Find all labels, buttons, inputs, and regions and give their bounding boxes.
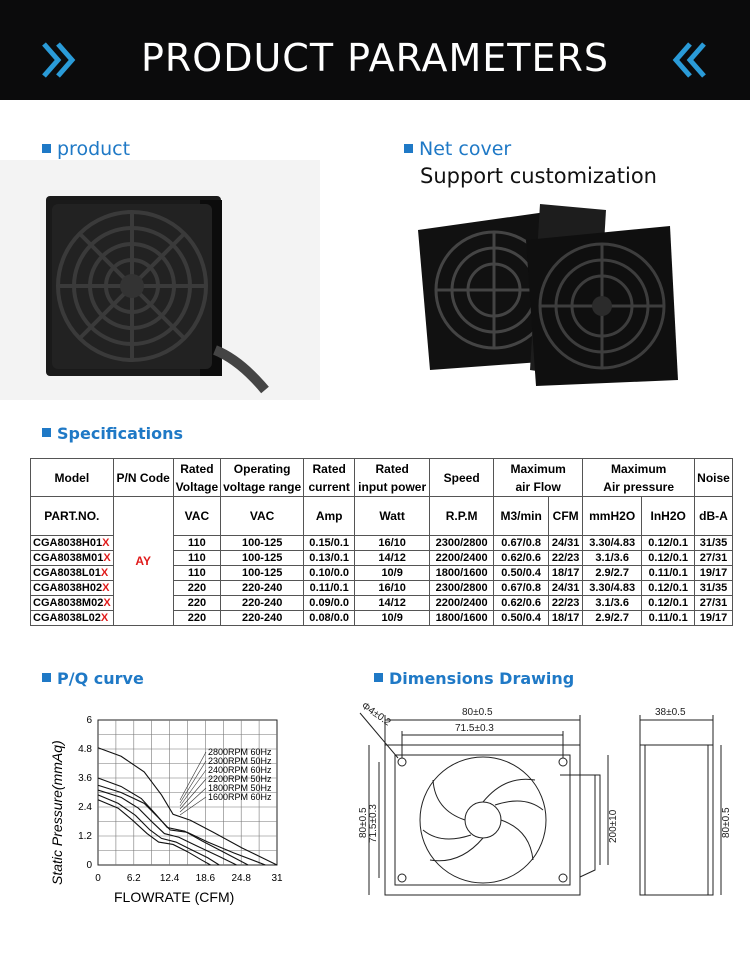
unit-dba: dB-A <box>695 497 733 536</box>
unit-watt: Watt <box>355 497 430 536</box>
unit-rpm: R.P.M <box>430 497 494 536</box>
pq-chart <box>40 700 310 920</box>
chevron-left-icon <box>668 40 708 80</box>
header-operating-voltage: Operating voltage range <box>221 459 304 497</box>
table-row: CGA8038L01X 110 100-125 0.10/0.0 10/9 1800/1600 0.50/0.4 18/17 2.9/2.7 0.11/0.1 19/17 <box>31 566 733 581</box>
dim-depth: 38±0.5 <box>655 707 686 718</box>
unit-mmh2o: mmH2O <box>583 497 642 536</box>
header-pressure: Maximum Air pressure <box>583 459 695 497</box>
dim-side-height: 80±0.5 <box>721 807 732 838</box>
unit-vac: VAC <box>173 497 220 536</box>
pn-code-cell <box>113 497 173 626</box>
y-tick-label: 6 <box>86 715 92 726</box>
header-airflow: Maximum air Flow <box>494 459 583 497</box>
x-tick-label: 31 <box>271 873 283 884</box>
y-tick-label: 0 <box>86 860 92 871</box>
dimensions-drawing <box>355 695 740 915</box>
product-fan-image <box>0 160 320 400</box>
section-title-specifications <box>42 424 183 443</box>
dim-height-spacing: 71.5±0.3 <box>368 804 379 843</box>
y-tick-label: 3.6 <box>78 773 92 784</box>
legend-entry: 2800RPM 60Hz <box>208 747 272 757</box>
section-title-dimensions <box>374 669 574 688</box>
product-label: product <box>57 138 131 160</box>
unit-vac-range: VAC <box>221 497 304 536</box>
unit-m3: M3/min <box>494 497 549 536</box>
x-tick-label: 18.6 <box>195 873 216 884</box>
legend-entry: 2200RPM 50Hz <box>208 774 272 784</box>
dimensions-label: Dimensions Drawing <box>389 669 575 688</box>
page-title: PRODUCT PARAMETERS <box>140 36 609 80</box>
header-rated-power: Rated input power <box>355 459 430 497</box>
pn-code-value: AY <box>135 554 151 568</box>
legend-leader <box>180 779 206 809</box>
series-line <box>98 800 211 865</box>
legend-entry: 1600RPM 60Hz <box>208 792 272 802</box>
header-speed: Speed <box>430 459 494 497</box>
legend-leader <box>180 761 206 803</box>
x-tick-label: 12.4 <box>159 873 180 884</box>
section-title-pq-curve <box>42 669 144 688</box>
chart-xlabel: FLOWRATE (CFM) <box>114 889 235 905</box>
net-cover-image <box>410 190 690 390</box>
y-tick-label: 2.4 <box>78 802 92 813</box>
net-cover-label: Net cover <box>419 138 512 160</box>
unit-part: PART.NO. <box>31 497 114 536</box>
legend-entry: 2300RPM 50Hz <box>208 756 272 766</box>
header-noise: Noise <box>695 459 733 497</box>
y-tick-label: 4.8 <box>78 744 92 755</box>
header-rated-current: Rated current <box>304 459 355 497</box>
header-model: Model <box>31 459 114 497</box>
spec-table <box>30 458 733 626</box>
header-banner <box>0 0 750 100</box>
x-tick-label: 6.2 <box>126 873 141 884</box>
table-row: CGA8038M01X 110 100-125 0.13/0.1 14/12 2200/2400 0.62/0.6 22/23 3.1/3.6 0.12/0.1 27/31 <box>31 551 733 566</box>
net-cover-subtitle: Support customization <box>420 164 657 188</box>
dim-cable: 200±10 <box>608 809 619 843</box>
chart-ylabel: Static Pressure(mmAq) <box>49 740 65 885</box>
pq-curve-label: P/Q curve <box>57 669 144 688</box>
specifications-label: Specifications <box>57 424 183 443</box>
table-row: CGA8038H02X 220 220-240 0.11/0.1 16/10 2300/2800 0.67/0.8 24/31 3.30/4.83 0.12/0.1 31/35 <box>31 581 733 596</box>
unit-inh2o: InH2O <box>642 497 695 536</box>
spec-header-row <box>31 459 733 497</box>
x-tick-label: 0 <box>95 873 101 884</box>
y-tick-label: 1.2 <box>78 831 92 842</box>
table-row: CGA8038L02X 220 220-240 0.08/0.0 10/9 1800/1600 0.50/0.4 18/17 2.9/2.7 0.11/0.1 19/17 <box>31 611 733 626</box>
table-row: CGA8038M02X 220 220-240 0.09/0.0 14/12 2200/2400 0.62/0.6 22/23 3.1/3.6 0.12/0.1 27/31 <box>31 596 733 611</box>
dim-width: 80±0.5 <box>462 707 493 718</box>
legend-entry: 2400RPM 60Hz <box>208 765 272 775</box>
table-row: CGA8038H01X 110 100-125 0.15/0.1 16/10 2300/2800 0.67/0.8 24/31 3.30/4.83 0.12/0.1 31/35 <box>31 536 733 551</box>
dim-hole: Φ4±0.2 <box>359 700 393 729</box>
section-title-product <box>42 138 130 160</box>
unit-cfm: CFM <box>549 497 583 536</box>
header-pn-code: P/N Code <box>113 459 173 497</box>
unit-amp: Amp <box>304 497 355 536</box>
section-title-net-cover <box>404 138 511 160</box>
dim-hole-spacing: 71.5±0.3 <box>455 723 494 734</box>
spec-units-row <box>31 497 733 536</box>
dim-height: 80±0.5 <box>358 807 369 838</box>
x-tick-label: 24.8 <box>231 873 251 884</box>
legend-entry: 1800RPM 50Hz <box>208 783 272 793</box>
header-rated-voltage: Rated Voltage <box>173 459 220 497</box>
